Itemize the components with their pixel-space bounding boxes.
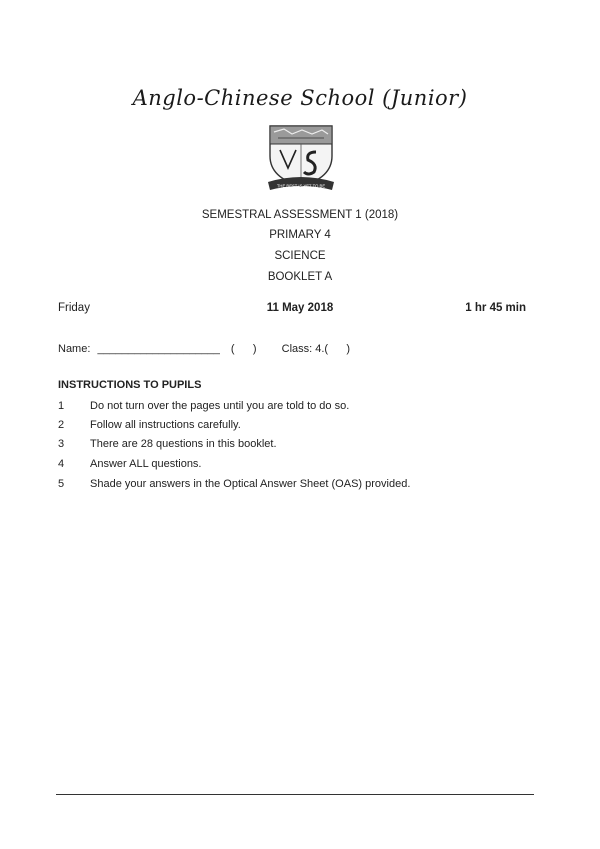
footer-divider (56, 794, 534, 795)
instruction-number: 1 (58, 400, 65, 412)
exam-day: Friday (58, 302, 90, 314)
name-label: Name: (58, 343, 91, 355)
instruction-number: 2 (58, 419, 65, 431)
class-field[interactable]: Class: 4.( ) (281, 343, 351, 355)
subject: SCIENCE (274, 250, 326, 262)
assessment-title: SEMESTRAL ASSESSMENT 1 (2018) (201, 209, 399, 221)
instruction-text: Answer ALL questions. (90, 458, 202, 470)
index-number-field[interactable]: ( ) (230, 343, 257, 355)
exam-duration: 1 hr 45 min (465, 302, 526, 314)
crest-motto: THE BEST IS YET TO BE (276, 183, 326, 189)
instruction-item (58, 419, 241, 431)
booklet: BOOKLET A (267, 271, 333, 283)
school-crest (264, 122, 338, 194)
instruction-text: Do not turn over the pages until you are told to do so. (90, 400, 350, 412)
instruction-text: Follow all instructions carefully. (90, 419, 241, 431)
instruction-number: 5 (58, 478, 65, 490)
instruction-text: Shade your answers in the Optical Answer Sheet (OAS) provided. (90, 478, 411, 490)
instruction-item (58, 400, 349, 412)
instruction-item (58, 478, 410, 490)
instructions-title: INSTRUCTIONS TO PUPILS (58, 379, 202, 391)
instruction-text: There are 28 questions in this booklet. (90, 438, 277, 450)
name-field[interactable]: ____________________ (97, 343, 220, 355)
instruction-item (58, 438, 277, 450)
instruction-item (58, 458, 202, 470)
school-name: Anglo-Chinese School (Junior) (132, 86, 468, 110)
student-info-row (58, 343, 350, 355)
exam-date: 11 May 2018 (266, 302, 334, 314)
level: PRIMARY 4 (269, 229, 331, 241)
instruction-number: 3 (58, 438, 65, 450)
instruction-number: 4 (58, 458, 65, 470)
